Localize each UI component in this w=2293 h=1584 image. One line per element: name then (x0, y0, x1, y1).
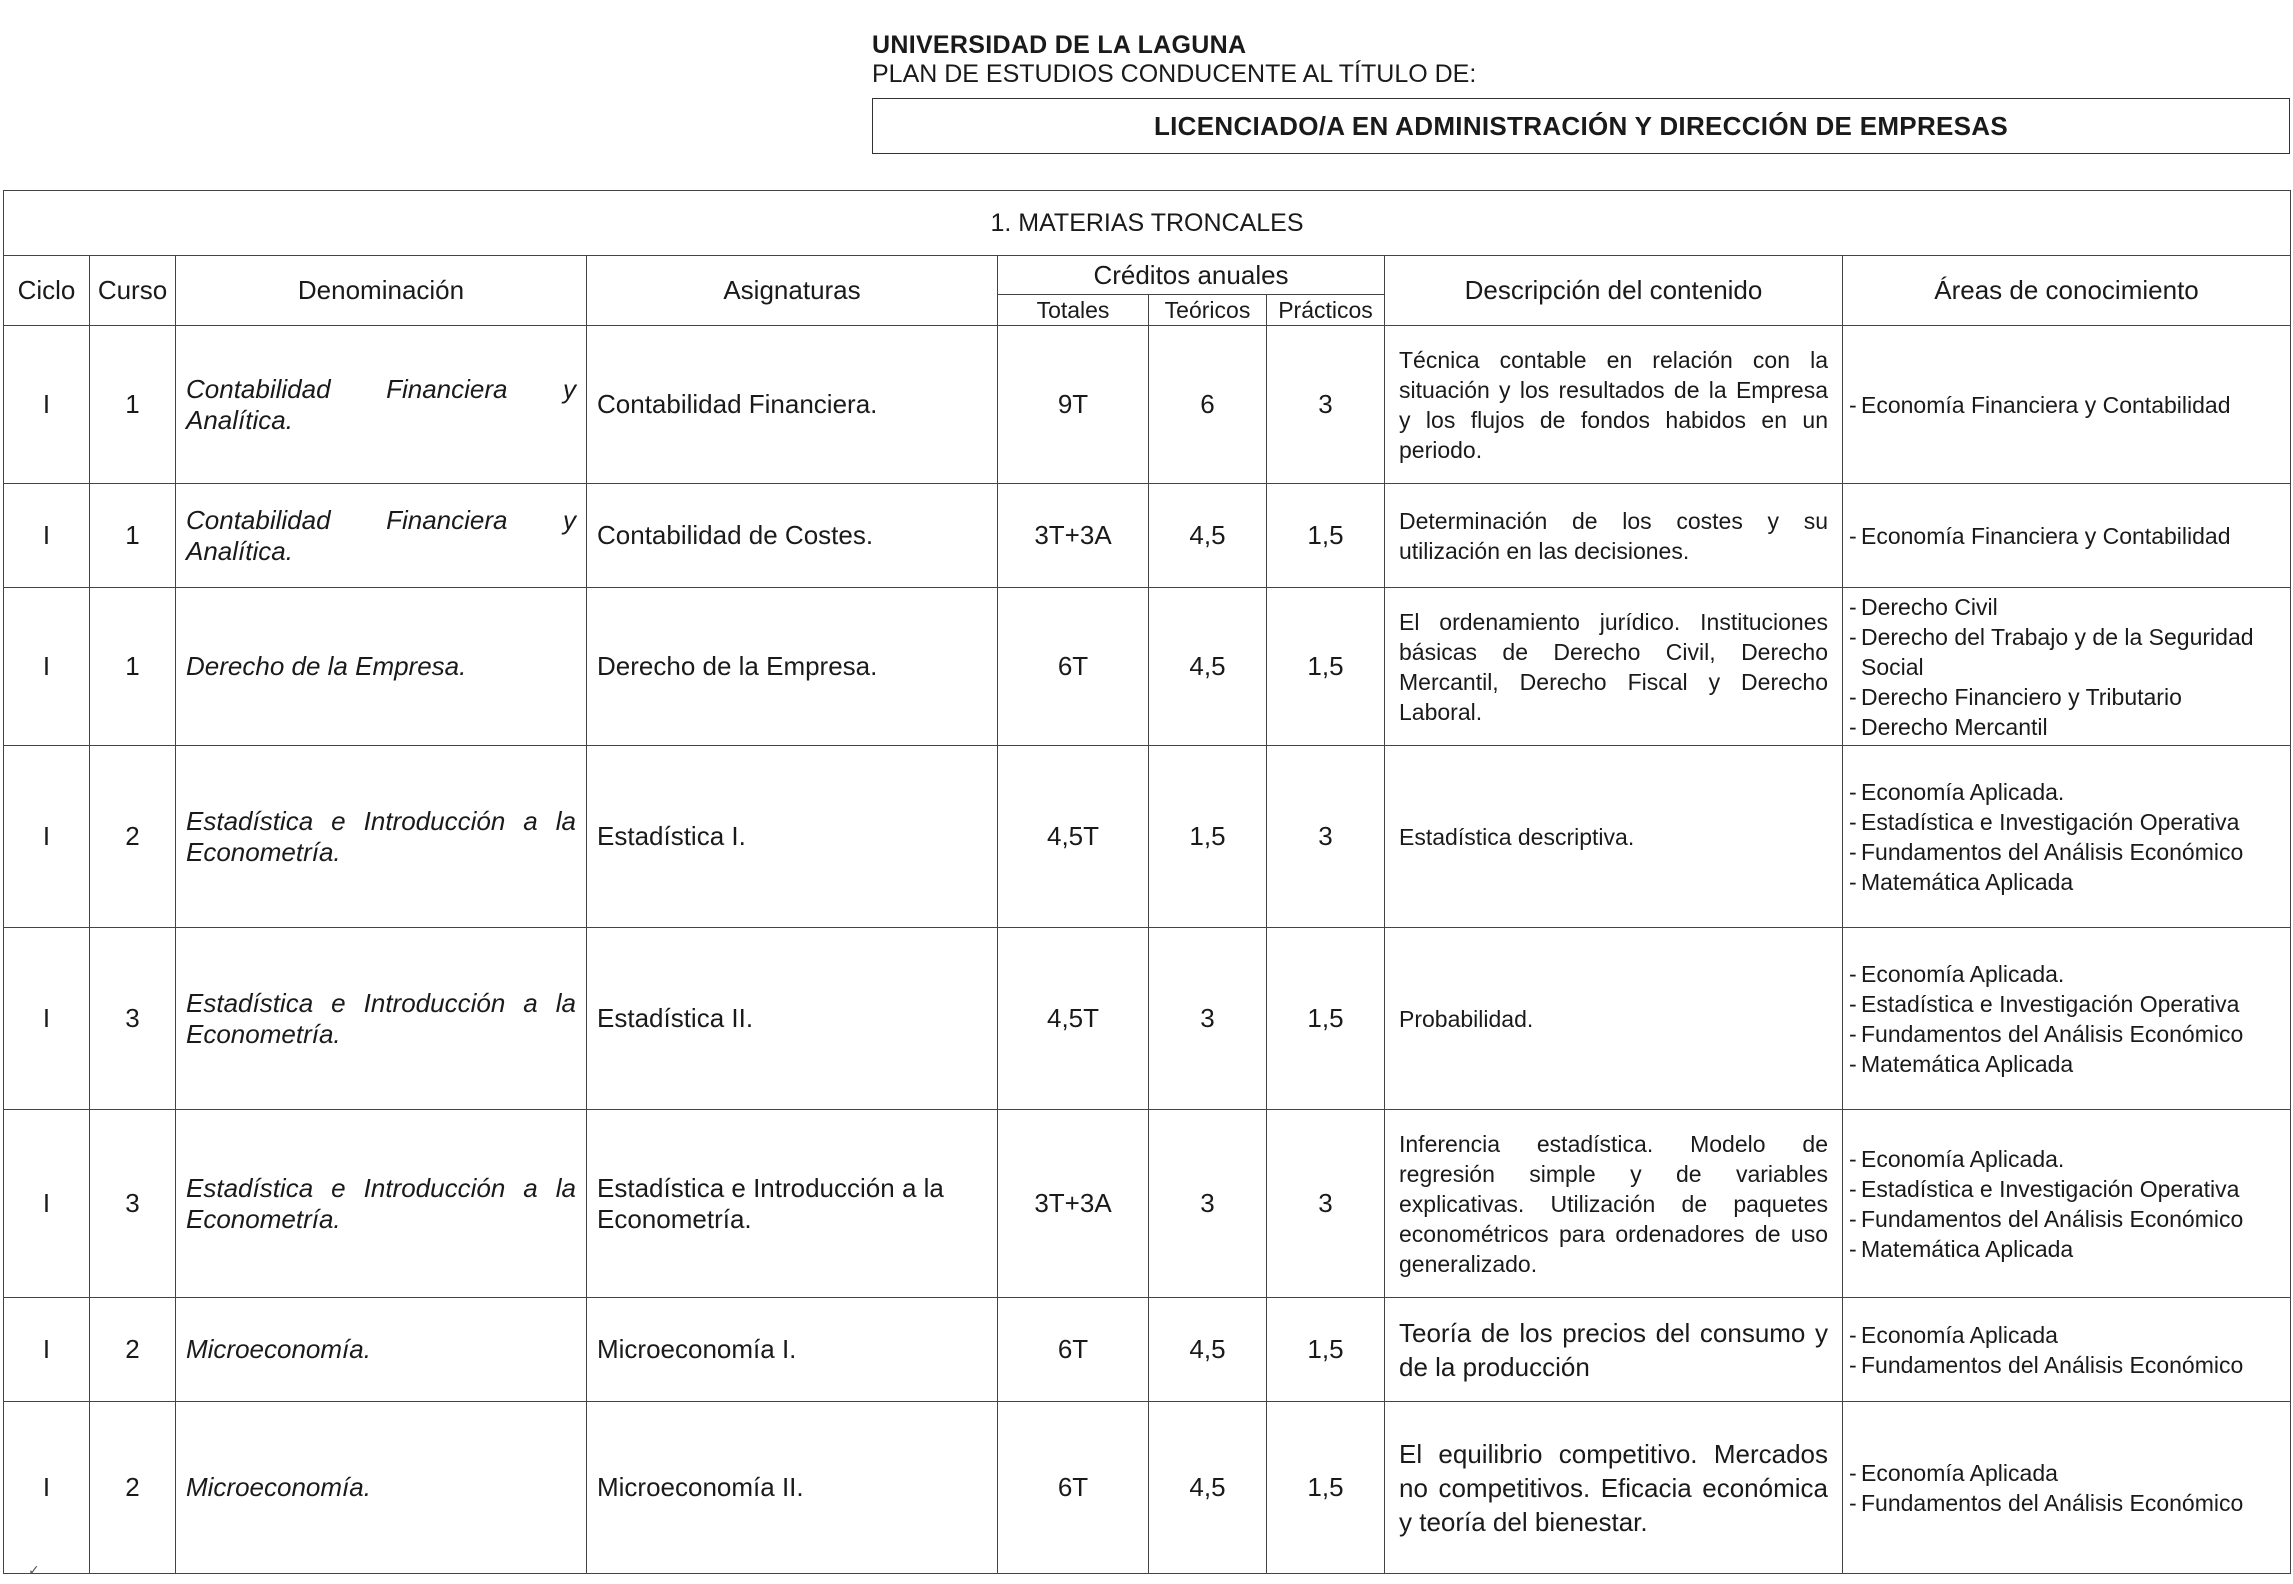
curso-cell: 1 (90, 484, 176, 588)
table-row (4, 928, 2291, 1110)
descripcion-cell: Estadística descriptiva. (1385, 746, 1843, 928)
denominacion-cell: Estadística e Introducción a la Econometría. (176, 928, 587, 1110)
asignatura-cell: Contabilidad de Costes. (587, 484, 998, 588)
areas-cell (1843, 1402, 2291, 1574)
denominacion-cell: Estadística e Introducción a la Econometría. (176, 1110, 587, 1298)
area-item (1849, 1234, 2278, 1264)
practicos-cell: 1,5 (1267, 928, 1385, 1110)
asignatura-cell: Microeconomía II. (587, 1402, 998, 1574)
section-title: 1. MATERIAS TRONCALES (4, 191, 2291, 256)
area-label: Economía Financiera y Contabilidad (1861, 391, 2231, 418)
col-totales: Totales (998, 295, 1149, 326)
list-dash: - (1849, 1459, 1857, 1486)
area-item (1849, 1144, 2278, 1174)
col-teoricos: Teóricos (1149, 295, 1267, 326)
descripcion-cell: Teoría de los precios del consumo y de la producción (1385, 1298, 1843, 1402)
descripcion-cell: El equilibrio competitivo. Mercados no competitivos. Eficacia económica y teoría del bienestar. (1385, 1402, 1843, 1574)
ciclo-cell: I (4, 1298, 90, 1402)
area-item (1849, 390, 2278, 420)
area-label: Matemática Aplicada (1861, 1235, 2074, 1262)
descripcion-cell: Probabilidad. (1385, 928, 1843, 1110)
col-asignaturas: Asignaturas (587, 256, 998, 326)
area-label: Estadística e Investigación Operativa (1861, 1175, 2240, 1202)
totales-cell: 6T (998, 588, 1149, 746)
list-dash: - (1849, 1351, 1857, 1378)
list-dash: - (1849, 838, 1857, 865)
area-label: Economía Aplicada (1861, 1459, 2058, 1486)
list-dash: - (1849, 1020, 1857, 1047)
area-item (1849, 1174, 2278, 1204)
list-dash: - (1849, 808, 1857, 835)
area-label: Matemática Aplicada (1861, 1050, 2074, 1077)
list-dash: - (1849, 391, 1857, 418)
practicos-cell: 1,5 (1267, 1298, 1385, 1402)
area-label: Fundamentos del Análisis Económico (1861, 1489, 2244, 1516)
list-dash: - (1849, 1321, 1857, 1348)
area-label: Estadística e Investigación Operativa (1861, 990, 2240, 1017)
list-dash: - (1849, 1235, 1857, 1262)
areas-cell (1843, 1298, 2291, 1402)
plan-heading: PLAN DE ESTUDIOS CONDUCENTE AL TÍTULO DE: (872, 60, 1477, 88)
ciclo-cell: I (4, 928, 90, 1110)
list-dash: - (1849, 1050, 1857, 1077)
practicos-cell: 1,5 (1267, 484, 1385, 588)
area-item (1849, 777, 2278, 807)
list-dash: - (1849, 623, 1857, 650)
practicos-cell: 1,5 (1267, 1402, 1385, 1574)
denominacion-cell: Derecho de la Empresa. (176, 588, 587, 746)
area-item (1849, 1049, 2278, 1079)
list-dash: - (1849, 1205, 1857, 1232)
area-item (1849, 521, 2278, 551)
practicos-cell: 3 (1267, 746, 1385, 928)
teoricos-cell: 4,5 (1149, 1298, 1267, 1402)
denominacion-cell: Contabilidad Financiera y Analítica. (176, 484, 587, 588)
degree-title: LICENCIADO/A EN ADMINISTRACIÓN Y DIRECCIÓN DE EMPRESAS (872, 98, 2290, 154)
teoricos-cell: 6 (1149, 326, 1267, 484)
list-dash: - (1849, 778, 1857, 805)
ciclo-cell: I (4, 746, 90, 928)
table-row (4, 1402, 2291, 1574)
col-descripcion: Descripción del contenido (1385, 256, 1843, 326)
area-item (1849, 959, 2278, 989)
areas-cell (1843, 484, 2291, 588)
area-label: Fundamentos del Análisis Económico (1861, 1205, 2244, 1232)
area-item (1849, 1320, 2278, 1350)
list-dash: - (1849, 990, 1857, 1017)
denominacion-cell: Microeconomía. (176, 1402, 587, 1574)
table-row (4, 1298, 2291, 1402)
descripcion-cell: Técnica contable en relación con la situación y los resultados de la Empresa y los flujos de fondos habidos en un periodo. (1385, 326, 1843, 484)
area-item (1849, 1019, 2278, 1049)
area-label: Fundamentos del Análisis Económico (1861, 838, 2244, 865)
teoricos-cell: 3 (1149, 1110, 1267, 1298)
col-denominacion: Denominación (176, 256, 587, 326)
list-dash: - (1849, 1145, 1857, 1172)
document-header (872, 30, 1476, 88)
list-dash: - (1849, 960, 1857, 987)
totales-cell: 4,5T (998, 746, 1149, 928)
col-curso: Curso (90, 256, 176, 326)
practicos-cell: 3 (1267, 1110, 1385, 1298)
list-dash: - (1849, 1175, 1857, 1202)
table-row (4, 1110, 2291, 1298)
asignatura-cell: Microeconomía I. (587, 1298, 998, 1402)
area-label: Economía Financiera y Contabilidad (1861, 522, 2231, 549)
subjects-table (3, 190, 2291, 1574)
totales-cell: 4,5T (998, 928, 1149, 1110)
totales-cell: 3T+3A (998, 1110, 1149, 1298)
list-dash: - (1849, 683, 1857, 710)
university-name: UNIVERSIDAD DE LA LAGUNA (872, 31, 1247, 59)
table-row (4, 746, 2291, 928)
area-item (1849, 712, 2278, 742)
area-item (1849, 622, 2278, 682)
asignatura-cell: Estadística II. (587, 928, 998, 1110)
areas-cell (1843, 1110, 2291, 1298)
area-label: Fundamentos del Análisis Económico (1861, 1020, 2244, 1047)
area-item (1849, 837, 2278, 867)
area-label: Derecho Civil (1861, 593, 1998, 620)
col-ciclo: Ciclo (4, 256, 90, 326)
area-label: Economía Aplicada. (1861, 778, 2065, 805)
table-row (4, 484, 2291, 588)
teoricos-cell: 1,5 (1149, 746, 1267, 928)
curso-cell: 3 (90, 928, 176, 1110)
area-item (1849, 682, 2278, 712)
asignatura-cell: Contabilidad Financiera. (587, 326, 998, 484)
ciclo-cell: I (4, 484, 90, 588)
area-label: Economía Aplicada. (1861, 1145, 2065, 1172)
areas-cell (1843, 928, 2291, 1110)
curso-cell: 2 (90, 746, 176, 928)
list-dash: - (1849, 868, 1857, 895)
area-item (1849, 989, 2278, 1019)
list-dash: - (1849, 522, 1857, 549)
list-dash: - (1849, 593, 1857, 620)
asignatura-cell: Derecho de la Empresa. (587, 588, 998, 746)
curso-cell: 2 (90, 1402, 176, 1574)
denominacion-cell: Estadística e Introducción a la Econometría. (176, 746, 587, 928)
teoricos-cell: 4,5 (1149, 1402, 1267, 1574)
area-label: Fundamentos del Análisis Económico (1861, 1351, 2244, 1378)
col-practicos: Prácticos (1267, 295, 1385, 326)
table-row (4, 588, 2291, 746)
area-item (1849, 1350, 2278, 1380)
curso-cell: 2 (90, 1298, 176, 1402)
area-label: Matemática Aplicada (1861, 868, 2074, 895)
denominacion-cell: Microeconomía. (176, 1298, 587, 1402)
list-dash: - (1849, 713, 1857, 740)
area-item (1849, 867, 2278, 897)
areas-cell (1843, 746, 2291, 928)
col-creditos: Créditos anuales (998, 256, 1385, 295)
area-item (1849, 592, 2278, 622)
curso-cell: 1 (90, 588, 176, 746)
totales-cell: 3T+3A (998, 484, 1149, 588)
ciclo-cell: I (4, 1402, 90, 1574)
col-areas: Áreas de conocimiento (1843, 256, 2291, 326)
teoricos-cell: 4,5 (1149, 588, 1267, 746)
areas-cell (1843, 326, 2291, 484)
table-row (4, 326, 2291, 484)
area-item (1849, 807, 2278, 837)
descripcion-cell: Inferencia estadística. Modelo de regresión simple y de variables explicativas. Utilización de paquetes econométricos para ordenadores de uso generalizado. (1385, 1110, 1843, 1298)
area-item (1849, 1488, 2278, 1518)
asignatura-cell: Estadística e Introducción a la Econometría. (587, 1110, 998, 1298)
practicos-cell: 1,5 (1267, 588, 1385, 746)
curso-cell: 1 (90, 326, 176, 484)
teoricos-cell: 4,5 (1149, 484, 1267, 588)
area-label: Derecho Mercantil (1861, 713, 2048, 740)
area-item (1849, 1204, 2278, 1234)
denominacion-cell: Contabilidad Financiera y Analítica. (176, 326, 587, 484)
totales-cell: 6T (998, 1402, 1149, 1574)
totales-cell: 6T (998, 1298, 1149, 1402)
list-dash: - (1849, 1489, 1857, 1516)
ciclo-cell: I (4, 588, 90, 746)
descripcion-cell: El ordenamiento jurídico. Instituciones básicas de Derecho Civil, Derecho Mercantil, Derecho Fiscal y Derecho Laboral. (1385, 588, 1843, 746)
area-label: Derecho del Trabajo y de la Seguridad Social (1861, 623, 2254, 680)
areas-cell (1843, 588, 2291, 746)
area-label: Derecho Financiero y Tributario (1861, 683, 2182, 710)
ciclo-cell: I (4, 326, 90, 484)
area-label: Economía Aplicada. (1861, 960, 2065, 987)
area-label: Estadística e Investigación Operativa (1861, 808, 2240, 835)
area-item (1849, 1458, 2278, 1488)
asignatura-cell: Estadística I. (587, 746, 998, 928)
practicos-cell: 3 (1267, 326, 1385, 484)
corner-mark: ✓ (28, 1562, 40, 1578)
ciclo-cell: I (4, 1110, 90, 1298)
descripcion-cell: Determinación de los costes y su utilización en las decisiones. (1385, 484, 1843, 588)
curso-cell: 3 (90, 1110, 176, 1298)
teoricos-cell: 3 (1149, 928, 1267, 1110)
totales-cell: 9T (998, 326, 1149, 484)
area-label: Economía Aplicada (1861, 1321, 2058, 1348)
